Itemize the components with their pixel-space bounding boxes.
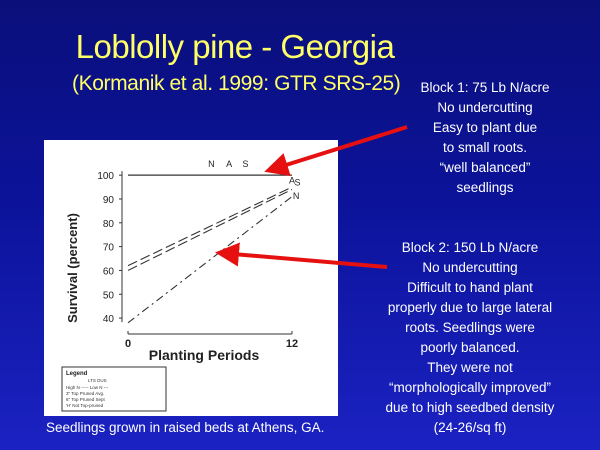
- y-tick-label: 80: [102, 218, 114, 230]
- survival-chart: [44, 140, 338, 416]
- block2-note-line: roots. Seedlings were: [405, 320, 535, 335]
- block1-note-line: Block 1: 75 Lb N/acre: [420, 80, 550, 95]
- legend-entry: 3" Top Pruned Avg.: [66, 391, 105, 396]
- y-tick-label: 90: [102, 194, 114, 206]
- legend-title: Legend: [66, 371, 88, 377]
- y-tick-label: 50: [102, 290, 114, 302]
- legend-entry: 6" Top Pruned Sept: [66, 397, 105, 402]
- y-tick-label: 40: [102, 314, 114, 326]
- block2-note-line: Block 2: 150 Lb N/acre: [401, 240, 539, 255]
- series-label: A: [288, 175, 296, 186]
- legend-entry: High N ----- Low N ---: [66, 385, 109, 390]
- block2-note-line: No undercutting: [422, 260, 518, 275]
- x-tick-label: 12: [285, 338, 299, 350]
- y-tick-label: 70: [102, 242, 114, 254]
- block2-note-line: “morphologically improved”: [388, 380, 552, 395]
- block1-note: [410, 78, 560, 198]
- block2-note-line: They were not: [427, 360, 513, 375]
- legend-entry: LTS DUS: [88, 378, 107, 383]
- block1-note-line: Easy to plant due: [432, 120, 538, 135]
- block2-note-line: poorly balanced.: [420, 340, 520, 355]
- block1-note-line: seedlings: [456, 180, 514, 195]
- series-label: N: [208, 158, 215, 169]
- caption: Seedlings grown in raised beds at Athens, GA.: [46, 420, 325, 435]
- block2-note-line: properly due to large lateral: [387, 300, 553, 315]
- x-tick-label: 0: [124, 338, 132, 350]
- y-axis-label: Survival (percent): [65, 213, 80, 323]
- slide-subtitle: (Kormanik et al. 1999: GTR SRS-25): [72, 72, 401, 95]
- y-tick-label: 60: [102, 266, 114, 278]
- series-label: S: [294, 177, 301, 188]
- y-tick-label: 100: [97, 171, 114, 183]
- block2-note-line: (24-26/sq ft): [433, 420, 507, 435]
- block1-note-line: to small roots.: [442, 140, 528, 155]
- slide-title: Loblolly pine - Georgia: [75, 28, 395, 65]
- series-label: N: [292, 190, 300, 201]
- block2-note-line: Difficult to hand plant: [407, 280, 533, 295]
- block2-note: [345, 238, 595, 438]
- series-label: S: [242, 158, 249, 169]
- block1-note-line: “well balanced”: [439, 160, 531, 175]
- block1-note-line: No undercutting: [437, 100, 533, 115]
- survival-chart-svg: [44, 140, 338, 416]
- x-axis-label: Planting Periods: [148, 347, 260, 363]
- legend-entry: 'H' Not Top-pruned: [66, 403, 104, 408]
- series-label: A: [226, 158, 233, 169]
- block2-note-line: due to high seedbed density: [385, 400, 555, 415]
